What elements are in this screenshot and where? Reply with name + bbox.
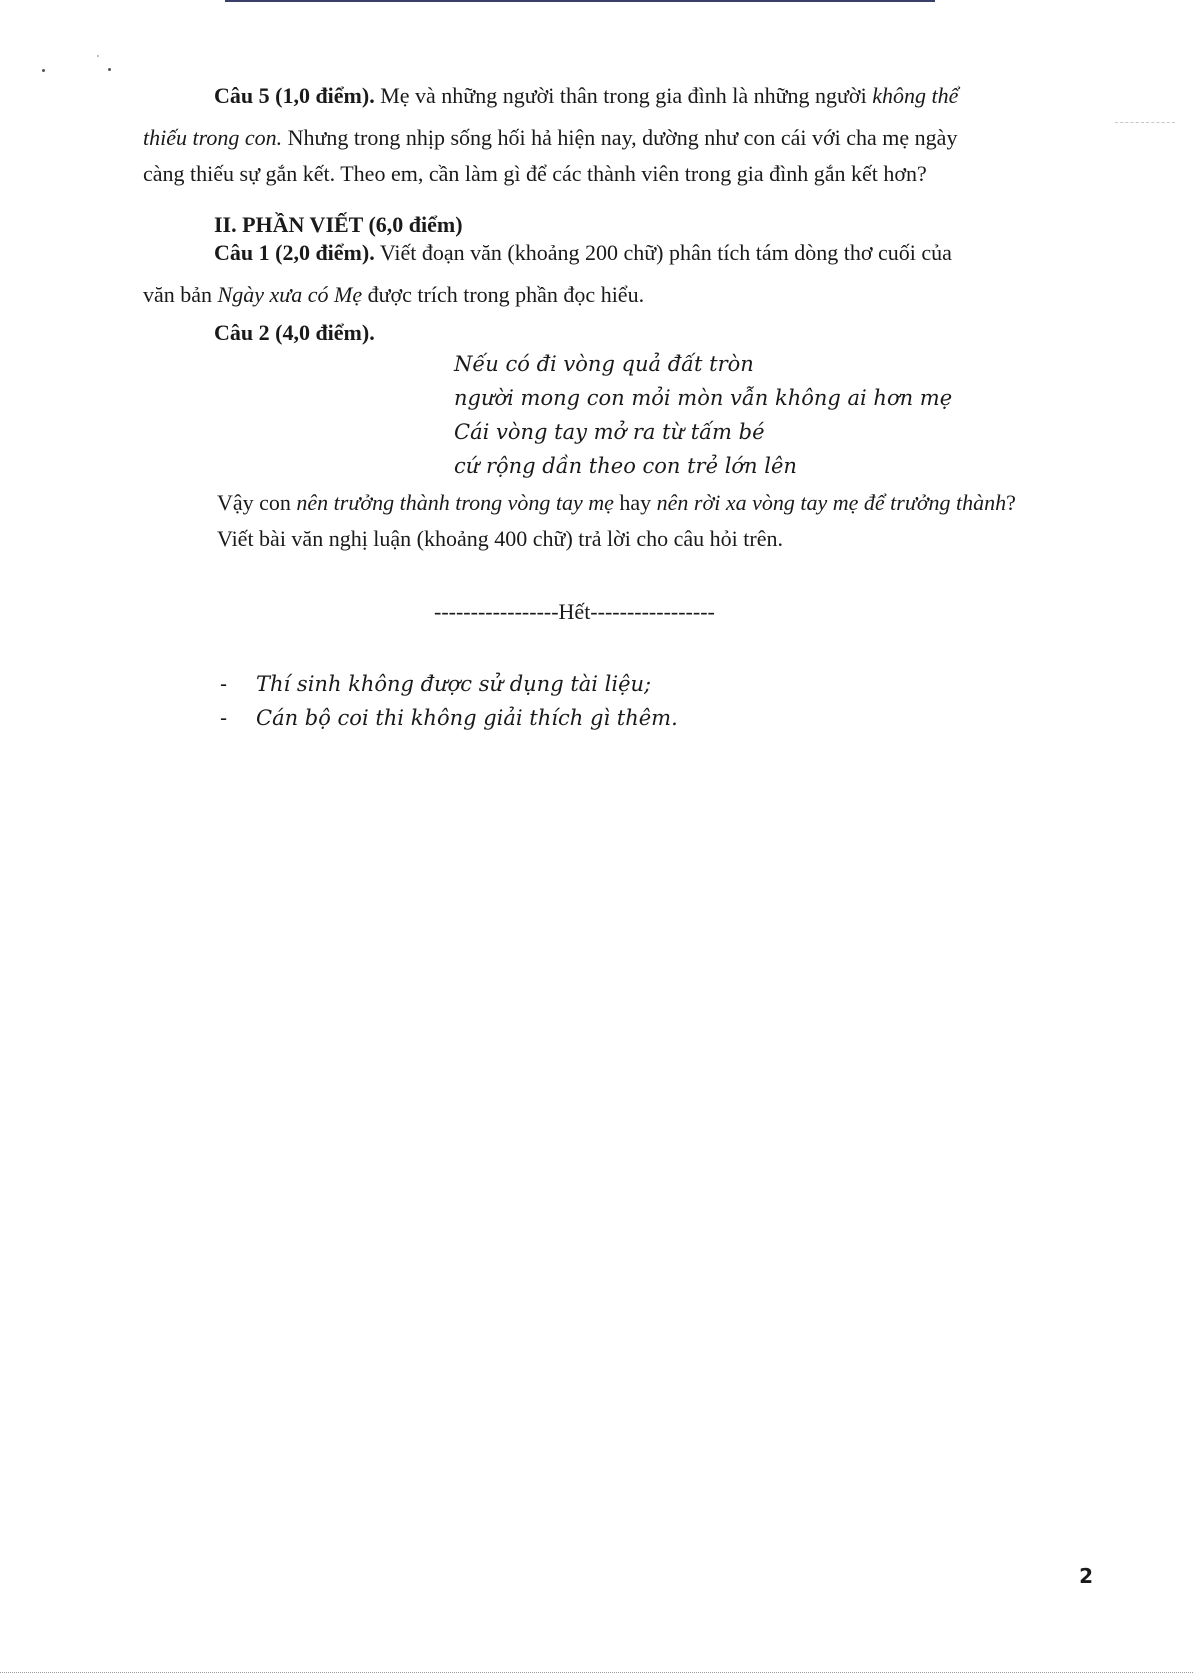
note-text: Cán bộ coi thi không giải thích gì thêm. <box>256 706 678 730</box>
poem-line: Cái vòng tay mở ra từ tấm bé <box>454 420 765 444</box>
question5-label: Câu 5 (1,0 điểm). <box>214 83 375 108</box>
page-number: 2 <box>1079 1564 1093 1588</box>
poem-line: Nếu có đi vòng quả đất tròn <box>454 352 754 376</box>
prompt-option1: nên trưởng thành trong vòng tay mẹ <box>296 490 614 515</box>
bottom-rule <box>0 1672 1193 1674</box>
scan-dot <box>42 69 45 72</box>
question5-line1 <box>214 82 958 110</box>
note-item <box>220 704 678 732</box>
section-title: II. PHẦN VIẾT (6,0 điểm) <box>214 212 463 237</box>
poem-line: cứ rộng dần theo con trẻ lớn lên <box>454 454 797 478</box>
question1-suffix: được trích trong phần đọc hiểu. <box>362 282 645 307</box>
poem-line: người mong con mỏi mòn vẫn không ai hơn mẹ <box>454 386 953 410</box>
question2-instruction: Viết bài văn nghị luận (khoảng 400 chữ) trả lời cho câu hỏi trên. <box>217 526 783 551</box>
poem-title: Ngày xưa có Mẹ <box>217 282 363 307</box>
question1-line2 <box>143 281 644 309</box>
note-bullet: - <box>220 672 228 696</box>
question1-text: Viết đoạn văn (khoảng 200 chữ) phân tích tám dòng thơ cuối của <box>374 240 952 265</box>
prompt-option2: nên rời xa vòng tay mẹ để trưởng thành <box>656 490 1007 515</box>
question5-line3: càng thiếu sự gắn kết. Theo em, cần làm gì để các thành viên trong gia đình gắn kết hơn? <box>143 161 927 186</box>
note-text: Thí sinh không được sử dụng tài liệu; <box>256 672 652 696</box>
scan-mark <box>1115 122 1175 124</box>
question5-text: Mẹ và những người thân trong gia đình là những người <box>374 83 873 108</box>
scan-dot <box>108 68 111 71</box>
scan-dot <box>97 55 99 57</box>
prompt-prefix: Vậy con <box>217 490 297 515</box>
question1-prefix: văn bản <box>143 282 218 307</box>
prompt-middle: hay <box>613 490 657 515</box>
question1-label: Câu 1 (2,0 điểm). <box>214 240 375 265</box>
question2-label: Câu 2 (4,0 điểm). <box>214 320 375 345</box>
question5-emphasis-cont: thiếu trong con. <box>143 125 283 150</box>
top-rule <box>225 0 935 2</box>
end-marker: -----------------Hết----------------- <box>434 599 715 624</box>
note-bullet: - <box>220 706 228 730</box>
question5-emphasis: không thể <box>872 83 959 108</box>
question5-line2 <box>143 124 957 152</box>
question5-text-cont: Nhưng trong nhịp sống hối hả hiện nay, dường như con cái với cha mẹ ngày <box>282 125 958 150</box>
note-item <box>220 670 651 698</box>
question2-prompt <box>217 489 1016 517</box>
prompt-suffix: ? <box>1006 490 1016 515</box>
question1-line1 <box>214 239 952 267</box>
